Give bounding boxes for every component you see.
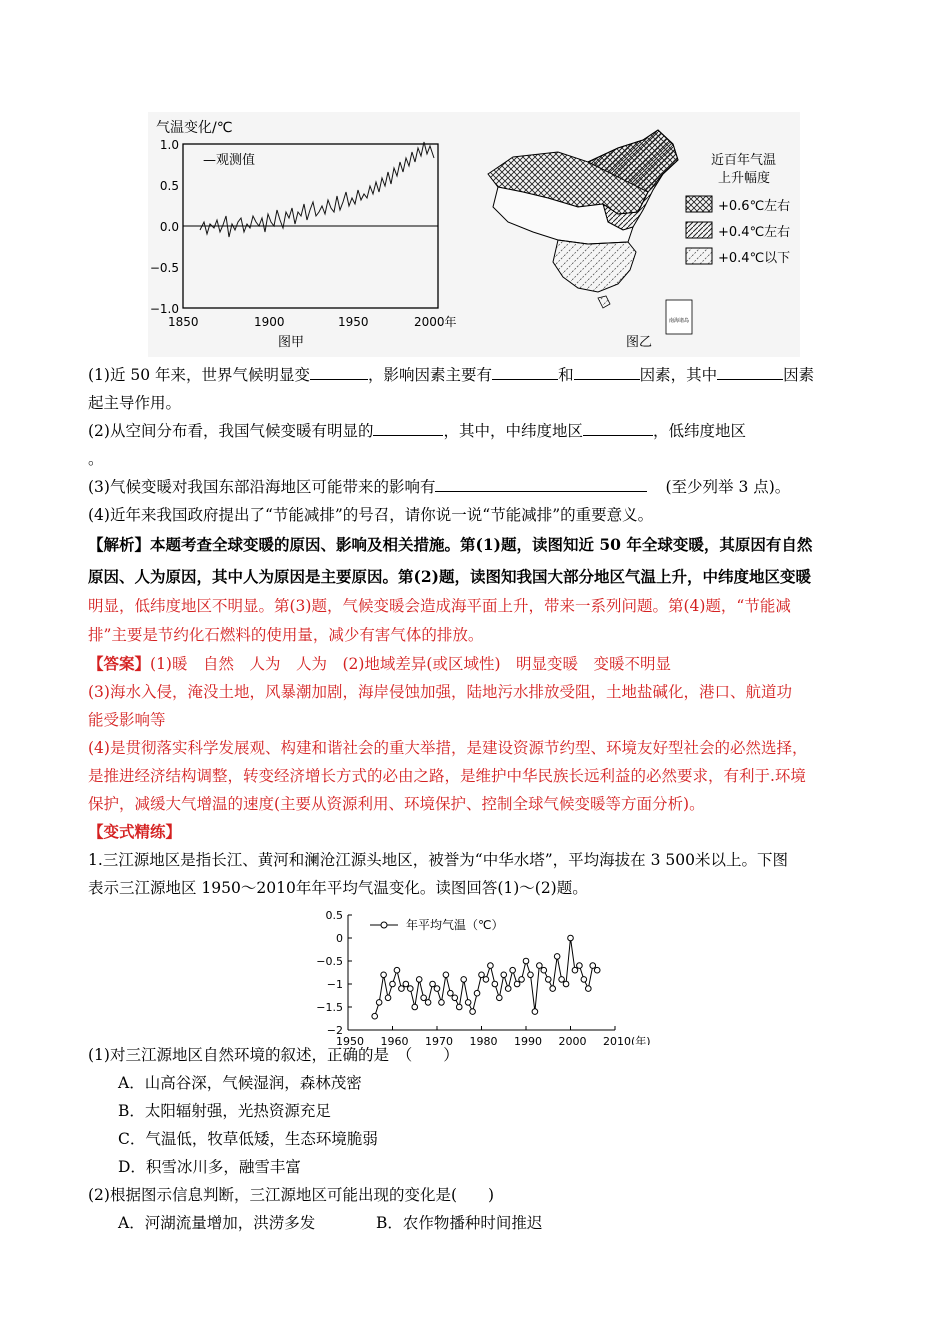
data-point	[412, 1004, 418, 1010]
data-point	[519, 977, 525, 983]
legend-label: 年平均气温（℃）	[406, 918, 504, 932]
map-legend-item: +0.4℃以下	[718, 251, 791, 266]
annual-temperature-chart	[310, 905, 670, 1045]
data-point	[408, 986, 414, 992]
data-point	[390, 981, 396, 987]
analysis-line-3: 明显，低纬度地区不明显。第(3)题，气候变暖会造成海平面上升，带来一系列问题。第(4)题，“节能减	[88, 597, 791, 615]
q1-text: (1)近 50 年来，世界气候明显变	[88, 366, 311, 384]
answer-line-4: (4)是贯彻落实科学发展观、构建和谐社会的重大举措，是建设资源节约型、环境友好型社会的必然选择，	[88, 739, 808, 757]
legend-swatch-cross	[686, 196, 712, 212]
analysis-line-4: 排”主要是节约化石燃料的使用量，减少有害气体的排放。	[88, 626, 484, 644]
xtick: 1900	[254, 315, 285, 329]
left-caption: 图甲	[278, 335, 305, 350]
data-point	[452, 995, 458, 1001]
x-tick-label: 1950	[336, 1035, 364, 1045]
x-tick-label: 2000	[558, 1035, 587, 1045]
legend-swatch-diag	[686, 222, 712, 238]
chart-svg	[310, 905, 670, 1045]
analysis-tag: 【解析】	[88, 535, 151, 554]
question-1-line-2: 起主导作用。	[88, 394, 182, 412]
china-map	[488, 130, 692, 334]
y-tick-label: −1.5	[316, 1001, 343, 1014]
right-caption: 图乙	[626, 335, 653, 350]
analysis-line-2: 原因、人为原因，其中人为原因是主要原因。第(2)题，读图知我国大部分地区气温上升，中纬度地区变暖	[88, 567, 811, 586]
data-point	[541, 967, 547, 973]
ytick: −0.5	[149, 261, 179, 275]
q2-text: ，其中，中纬度地区	[443, 422, 583, 440]
answer-blank[interactable]	[435, 475, 647, 492]
question-4: (4)近年来我国政府提出了“节能减排”的号召，请你说一说“节能减排”的重要意义。	[88, 506, 654, 524]
y-tick-label: 0.5	[325, 909, 343, 922]
answer-line-1	[88, 650, 874, 678]
data-point	[577, 963, 583, 969]
data-point	[474, 990, 480, 996]
answer-blank[interactable]	[492, 363, 558, 380]
data-point	[559, 977, 565, 983]
data-point	[372, 1013, 378, 1019]
ytick: 1.0	[159, 138, 179, 152]
data-point	[385, 995, 391, 1001]
x-tick-label: 1980	[469, 1035, 498, 1045]
data-point	[510, 967, 516, 973]
answer-line-5: 是推进经济结构调整，转变经济增长方式的必由之路，是维护中华民族长远利益的必然要求，有利于.环境	[88, 767, 806, 785]
legend-swatch-dashed	[686, 248, 712, 264]
x-tick-label: 1960	[380, 1035, 409, 1045]
left-chart-title: 气温变化/℃	[156, 120, 233, 136]
answer-line-2: (3)海水入侵，淹没土地，风暴潮加剧，海岸侵蚀加强，陆地污水排放受阻，土地盐碱化，港口、航道功	[88, 683, 792, 701]
analysis-line-1	[88, 531, 874, 559]
data-point	[421, 995, 427, 1001]
answer-blank[interactable]	[574, 363, 640, 380]
data-point	[430, 981, 436, 987]
answer-line-3: 能受影响等	[88, 711, 166, 729]
data-point	[554, 954, 560, 960]
x-tick-label: 1990	[514, 1035, 542, 1045]
answer-text: (1)暖 自然 人为 人为 (2)地域差异(或区域性) 明显变暖 变暖不明显	[150, 655, 672, 673]
mc1-option-a[interactable]: A．山高谷深，气候湿润，森林茂密	[118, 1074, 362, 1092]
mc2-option-b[interactable]: B．农作物播种时间推迟	[376, 1214, 543, 1232]
ytick: 0.0	[159, 220, 179, 234]
answer-blank[interactable]	[717, 363, 783, 380]
answer-tag: 【答案】	[88, 654, 151, 673]
data-point	[470, 1009, 476, 1015]
data-point	[465, 1000, 471, 1006]
mc2-option-a[interactable]: A．河湖流量增加，洪涝多发	[118, 1214, 316, 1232]
data-point	[572, 967, 578, 973]
data-point	[497, 995, 503, 1001]
left-legend: —观测值	[203, 153, 256, 168]
ytick: 0.5	[159, 179, 179, 193]
data-point	[394, 967, 400, 973]
map-legend-title-2: 上升幅度	[718, 171, 771, 186]
ytick: −1.0	[149, 302, 179, 316]
practice-tag: 【变式精练】	[88, 822, 182, 841]
mc1-option-c[interactable]: C．气温低，牧草低矮，生态环境脆弱	[118, 1130, 378, 1148]
answer-line-6: 保护，减缓大气增温的速度(主要从资源利用、环境保护、控制全球气候变暖等方面分析)。	[88, 795, 705, 813]
xtick: 1850	[168, 315, 199, 329]
data-point	[381, 972, 387, 978]
data-point	[550, 986, 556, 992]
q1-text: 和	[558, 366, 574, 384]
data-point	[492, 981, 498, 987]
data-point	[594, 967, 600, 973]
legend-marker	[381, 922, 387, 928]
mc1-option-d[interactable]: D．积雪冰川多，融雪丰富	[118, 1158, 301, 1176]
data-point	[586, 986, 592, 992]
data-point	[399, 986, 405, 992]
data-point	[537, 963, 543, 969]
data-point	[532, 1009, 538, 1015]
south-china-sea-inset	[666, 300, 692, 334]
question-1-line-1	[88, 361, 874, 389]
data-point	[425, 1000, 431, 1006]
data-point	[439, 1000, 445, 1006]
mc1-option-b[interactable]: B．太阳辐射强，光热资源充足	[118, 1102, 331, 1120]
data-point	[581, 977, 587, 983]
data-point	[505, 986, 511, 992]
q1-text: 因素	[783, 366, 815, 384]
practice-line-1: 1.三江源地区是指长江、黄河和澜沧江源头地区，被誉为“中华水塔”，平均海拔在 3 500米以上。下图	[88, 851, 788, 869]
data-point	[590, 963, 596, 969]
data-point	[483, 977, 489, 983]
data-point	[443, 972, 449, 978]
x-tick-label: 2010(年)	[603, 1035, 651, 1045]
answer-blank[interactable]	[583, 419, 653, 436]
question-2-line-2: 。	[88, 450, 104, 468]
data-point	[403, 981, 409, 987]
practice-line-2: 表示三江源地区 1950～2010年年平均气温变化。读图回答(1)～(2)题。	[88, 879, 588, 897]
data-point	[376, 1000, 382, 1006]
data-point	[545, 977, 551, 983]
map-legend-title-1: 近百年气温	[711, 153, 777, 168]
q3-text: (3)气候变暖对我国东部沿海地区可能带来的影响有	[88, 478, 436, 496]
data-point	[523, 958, 529, 964]
xtick: 2000年	[414, 315, 457, 329]
q2-text: ，低纬度地区	[652, 422, 746, 440]
y-tick-label: 0	[336, 932, 343, 945]
inset-label: 南海诸岛	[669, 318, 690, 324]
y-tick-label: −1	[326, 978, 343, 991]
analysis-text: 本题考查全球变暖的原因、影响及相关措施。第(1)题，读图知近 50 年全球变暖，其原因有自然	[150, 535, 813, 554]
data-point	[501, 972, 507, 978]
y-tick-label: −0.5	[316, 955, 343, 968]
answer-blank[interactable]	[310, 363, 368, 380]
mc2-stem: (2)根据图示信息判断，三江源地区可能出现的变化是( )	[88, 1186, 495, 1204]
data-point	[568, 935, 574, 941]
answer-blank[interactable]	[373, 419, 443, 436]
data-point	[434, 986, 440, 992]
data-point	[479, 972, 485, 978]
data-point	[563, 981, 569, 987]
q1-text: 因素，其中	[639, 366, 718, 384]
x-tick-label: 1970	[425, 1035, 453, 1045]
q2-text: (2)从空间分布看，我国气候变暖有明显的	[88, 422, 374, 440]
data-point	[528, 972, 534, 978]
y-tick-label: −2	[326, 1024, 343, 1037]
question-3	[88, 473, 874, 501]
data-point	[514, 981, 520, 987]
data-point	[448, 990, 454, 996]
mc1-stem: (1)对三江源地区自然环境的叙述，正确的是 （ ）	[88, 1046, 459, 1064]
q3-text: (至少列举 3 点)。	[665, 478, 791, 496]
map-legend-item: +0.4℃左右	[718, 225, 791, 240]
data-point	[416, 977, 422, 983]
map-legend-item: +0.6℃左右	[718, 199, 791, 214]
q1-text: ，影响因素主要有	[368, 366, 493, 384]
data-point	[488, 963, 494, 969]
data-point	[461, 977, 467, 983]
figure-svg	[148, 112, 800, 357]
question-2-line-1	[88, 417, 874, 445]
xtick: 1950	[338, 315, 369, 329]
figure-temperature-and-map	[148, 112, 800, 357]
data-point	[456, 1004, 462, 1010]
